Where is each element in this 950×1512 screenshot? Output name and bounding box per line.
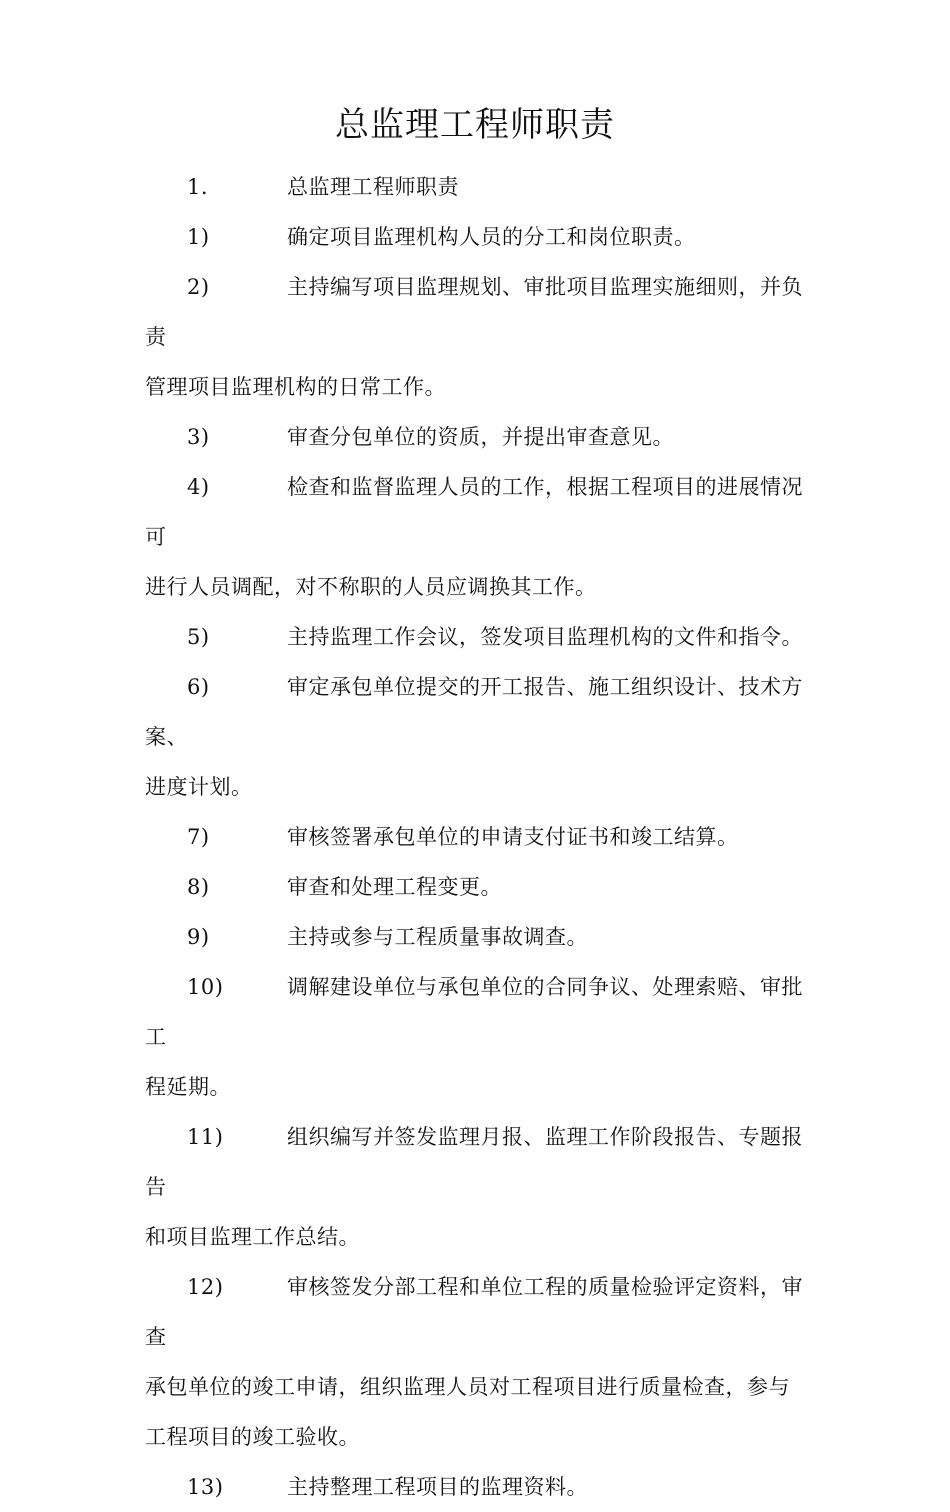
item-continuation: 工程项目的竣工验收。 [145, 1425, 360, 1449]
list-item [145, 862, 810, 912]
item-text: 审查分包单位的资质，并提出审查意见。 [287, 425, 674, 449]
section-heading [145, 162, 810, 212]
item-continuation: 和项目监理工作总结。 [145, 1225, 360, 1249]
item-number: 7) [187, 825, 210, 849]
document-body [145, 162, 810, 1512]
item-number: 4) [187, 475, 210, 499]
list-item [145, 912, 810, 962]
item-text: 调解建设单位与承包单位的合同争议、处理索赔、审批工 [145, 975, 803, 1049]
list-item [145, 1112, 810, 1212]
item-text: 审查和处理工程变更。 [287, 875, 502, 899]
list-item [145, 1262, 810, 1362]
document-title: 总监理工程师职责 [335, 105, 615, 145]
item-number: 9) [187, 925, 210, 949]
item-number: 13) [187, 1475, 224, 1499]
item-number: 1) [187, 225, 210, 249]
item-text: 主持编写项目监理规划、审批项目监理实施细则，并负责 [145, 275, 803, 349]
item-text: 检查和监督监理人员的工作，根据工程项目的进展情况可 [145, 475, 803, 549]
section-heading-text: 总监理工程师职责 [287, 175, 459, 199]
item-number: 8) [187, 875, 210, 899]
item-continuation: 管理项目监理机构的日常工作。 [145, 375, 446, 399]
item-number: 5) [187, 625, 210, 649]
list-item [145, 1462, 810, 1512]
item-number: 11) [187, 1125, 224, 1149]
list-item [145, 662, 810, 762]
item-number: 2) [187, 275, 210, 299]
list-item [145, 812, 810, 862]
item-number: 3) [187, 425, 210, 449]
item-number: 12) [187, 1275, 224, 1299]
item-text: 主持整理工程项目的监理资料。 [287, 1475, 588, 1499]
item-text: 审定承包单位提交的开工报告、施工组织设计、技术方案、 [145, 675, 803, 749]
item-continuation: 进度计划。 [145, 775, 253, 799]
item-text: 组织编写并签发监理月报、监理工作阶段报告、专题报告 [145, 1125, 803, 1199]
list-item [145, 462, 810, 562]
item-text: 确定项目监理机构人员的分工和岗位职责。 [287, 225, 696, 249]
item-text: 主持或参与工程质量事故调查。 [287, 925, 588, 949]
item-text: 主持监理工作会议，签发项目监理机构的文件和指令。 [287, 625, 803, 649]
item-continuation: 进行人员调配，对不称职的人员应调换其工作。 [145, 575, 597, 599]
list-item [145, 612, 810, 662]
item-number: 6) [187, 675, 210, 699]
item-number: 10) [187, 975, 224, 999]
section-number: 1. [187, 175, 209, 199]
list-item [145, 262, 810, 362]
list-item [145, 212, 810, 262]
item-continuation: 程延期。 [145, 1075, 231, 1099]
list-item [145, 412, 810, 462]
list-item [145, 962, 810, 1062]
item-continuation: 承包单位的竣工申请，组织监理人员对工程项目进行质量检查，参与 [145, 1375, 790, 1399]
item-text: 审核签署承包单位的申请支付证书和竣工结算。 [287, 825, 739, 849]
item-text: 审核签发分部工程和单位工程的质量检验评定资料，审查 [145, 1275, 803, 1349]
